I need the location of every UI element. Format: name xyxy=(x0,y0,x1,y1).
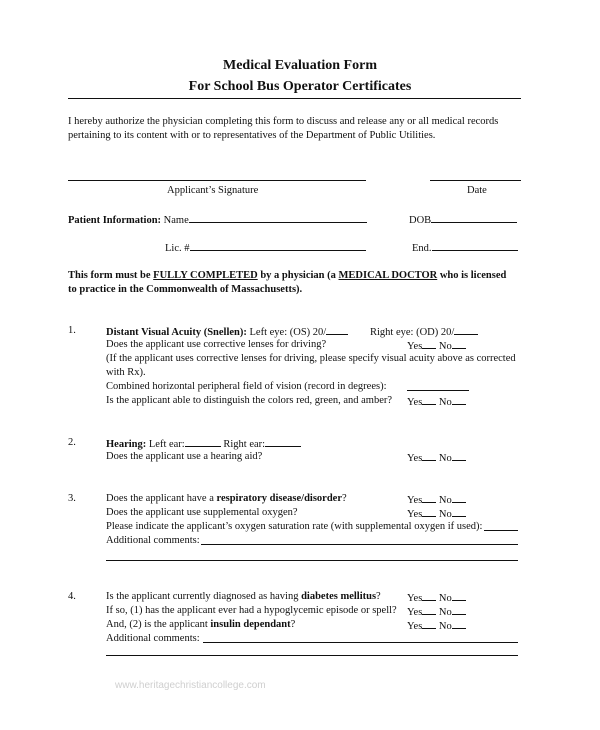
title-rule xyxy=(68,98,521,99)
q3-number: 3. xyxy=(68,493,76,504)
left-eye-label: Left eye: (OS) 20/ xyxy=(249,327,327,338)
q3-text-b: ? xyxy=(342,493,347,504)
q3-comments-line-2[interactable] xyxy=(106,560,518,561)
q4-diabetes-yes-no[interactable]: Yes No xyxy=(407,590,466,605)
peripheral-field[interactable] xyxy=(407,380,469,391)
q4-insulin-text-b: ? xyxy=(290,619,296,630)
end-row xyxy=(412,240,518,255)
no-blank[interactable] xyxy=(452,604,466,615)
license-row xyxy=(165,240,366,255)
watermark: www.heritagechristiancollege.com xyxy=(115,680,266,691)
q1-colors-yes-no[interactable]: Yes No xyxy=(407,394,466,409)
notice-text-b: by a physician (a xyxy=(257,270,339,281)
q4-hypo-yes-no[interactable]: Yes No xyxy=(407,604,466,619)
dob-field[interactable] xyxy=(431,212,517,223)
q4-comments-line-2[interactable] xyxy=(106,655,518,656)
q3-respiratory-bold: respiratory disease/disorder xyxy=(216,493,342,504)
q2-aid: Does the applicant use a hearing aid? xyxy=(106,451,263,462)
dob-row xyxy=(409,212,517,227)
yes-blank[interactable] xyxy=(422,590,436,601)
q3-oxygen: Does the applicant use supplemental oxygen? xyxy=(106,507,298,518)
q2-hearing-row xyxy=(106,436,301,451)
q1-lenses: Does the applicant use corrective lenses for driving? xyxy=(106,339,327,350)
yes-blank[interactable] xyxy=(422,394,436,405)
q1-heading: Distant Visual Acuity (Snellen): xyxy=(106,327,247,338)
q2-aid-yes-no[interactable]: Yes No xyxy=(407,450,466,465)
q4-hypoglycemic: If so, (1) has the applicant ever had a hypoglycemic episode or spell? xyxy=(106,605,397,616)
q4-insulin-yes-no[interactable]: Yes No xyxy=(407,618,466,633)
q3-oxygen-yes-no[interactable]: Yes No xyxy=(407,506,466,521)
no-blank[interactable] xyxy=(452,492,466,503)
signature-line[interactable] xyxy=(68,180,366,181)
q3-respiratory-yes-no[interactable]: Yes No xyxy=(407,492,466,507)
q4-diabetes-bold: diabetes mellitus xyxy=(301,591,377,602)
yes-blank[interactable] xyxy=(422,492,436,503)
q1-lenses-yes-no[interactable]: Yes No xyxy=(407,338,466,353)
license-field[interactable] xyxy=(190,240,366,251)
q3-text-a: Does the applicant have a xyxy=(106,493,217,504)
name-label: Name xyxy=(163,215,189,226)
no-blank[interactable] xyxy=(452,394,466,405)
q1-peripheral: Combined horizontal peripheral field of vision (record in degrees): xyxy=(106,381,387,392)
no-blank[interactable] xyxy=(452,450,466,461)
left-ear-label: Left ear: xyxy=(148,439,185,450)
q2-number: 2. xyxy=(68,437,76,448)
notice-text-c: who is licensed xyxy=(437,270,507,281)
q4-insulin xyxy=(106,618,295,631)
no-blank[interactable] xyxy=(452,618,466,629)
right-ear-field[interactable] xyxy=(265,436,301,447)
no-blank[interactable] xyxy=(452,338,466,349)
yes-blank[interactable] xyxy=(422,506,436,517)
q4-insulin-text-a: And, (2) is the applicant xyxy=(106,619,211,630)
patient-info-heading: Patient Information: xyxy=(68,215,162,226)
date-line[interactable] xyxy=(430,180,521,181)
yes-blank[interactable] xyxy=(422,618,436,629)
notice-fully-completed: FULLY COMPLETED xyxy=(153,270,258,281)
q1-lenses-note-2: with Rx). xyxy=(106,367,146,378)
end-field[interactable] xyxy=(432,240,518,251)
no-blank[interactable] xyxy=(452,590,466,601)
no-blank[interactable] xyxy=(452,506,466,517)
q4-insulin-bold: insulin dependant xyxy=(210,619,291,630)
notice-line-1 xyxy=(68,269,506,282)
q4-text-b: ? xyxy=(376,591,381,602)
right-eye-label: Right eye: (OD) 20/ xyxy=(370,327,455,338)
yes-blank[interactable] xyxy=(422,604,436,615)
q3-respiratory xyxy=(106,492,347,505)
q1-colors: Is the applicant able to distinguish the colors red, green, and amber? xyxy=(106,395,393,406)
form-subtitle: For School Bus Operator Certificates xyxy=(188,79,412,94)
left-ear-field[interactable] xyxy=(185,436,221,447)
applicant-signature-label: Applicant’s Signature xyxy=(167,185,259,196)
q3-saturation: Please indicate the applicant’s oxygen saturation rate (with supplemental oxygen if used): xyxy=(106,521,483,532)
patient-name-row xyxy=(68,212,367,227)
q1-acuity-row xyxy=(106,324,348,339)
q4-number: 4. xyxy=(68,591,76,602)
yes-blank[interactable] xyxy=(422,338,436,349)
form-title: Medical Evaluation Form xyxy=(223,58,377,73)
q4-comments-field[interactable] xyxy=(203,632,518,643)
license-label: Lic. # xyxy=(165,243,190,254)
notice-text-a: This form must be xyxy=(68,270,154,281)
notice-line-2: to practice in the Commonwealth of Massachusetts). xyxy=(68,284,303,295)
q1-right-eye-row xyxy=(370,324,478,339)
q1-lenses-note-1: (If the applicant uses corrective lenses for driving, please specify visual acuity above as corrected xyxy=(106,353,516,364)
right-eye-field[interactable] xyxy=(454,324,478,335)
yes-blank[interactable] xyxy=(422,450,436,461)
authorization-line-2: pertaining to its content with or to representatives of the Department of Public Utilities. xyxy=(68,130,436,141)
q4-diabetes xyxy=(106,590,381,603)
q3-comments-field[interactable] xyxy=(201,534,518,545)
name-field[interactable] xyxy=(189,212,367,223)
notice-medical-doctor: MEDICAL DOCTOR xyxy=(338,270,438,281)
date-label: Date xyxy=(467,185,487,196)
q3-comments-label: Additional comments: xyxy=(106,535,200,546)
left-eye-field[interactable] xyxy=(326,324,348,335)
saturation-field[interactable] xyxy=(484,520,518,531)
q2-heading: Hearing: xyxy=(106,439,147,450)
right-ear-label: Right ear: xyxy=(223,439,266,450)
q4-comments-label: Additional comments: xyxy=(106,633,200,644)
dob-label: DOB xyxy=(409,215,432,226)
q4-text-a: Is the applicant currently diagnosed as having xyxy=(106,591,302,602)
q1-number: 1. xyxy=(68,325,76,336)
end-label: End. xyxy=(412,243,432,254)
authorization-line-1: I hereby authorize the physician completing this form to discuss and release any or all medical records xyxy=(68,116,499,127)
